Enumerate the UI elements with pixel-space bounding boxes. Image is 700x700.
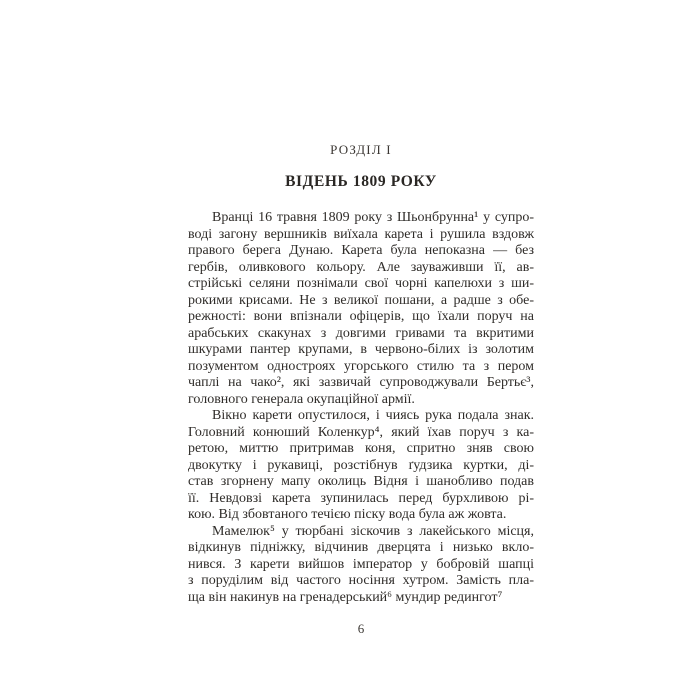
text-line: двокутку і рукавиці, розстібнув ґудзика куртки, ді- <box>188 457 534 473</box>
page-title: ВІДЕНЬ 1809 РОКУ <box>285 173 437 190</box>
text-line: відкинув підніжку, відчинив дверцята і низько вкло- <box>188 540 534 555</box>
text-line: з поруділим від частого носіння хутром. Замість пла- <box>188 573 534 588</box>
text-line: її. Невдовзі карета зупинилась перед бурхливою рі- <box>188 490 534 506</box>
text-line: Мамелюк⁵ у тюрбані зіскочив з лакейського місця, <box>212 523 534 539</box>
text-line: Вранці 16 травня 1809 року з Шьонбрунна¹ у супро- <box>212 210 534 225</box>
text-line: позументом одностроях угорського стилю та з пером <box>188 358 534 374</box>
chapter-heading: РОЗДІЛ І <box>330 142 392 157</box>
text-line: чаплі на чако², які зазвичай супроводжували Бертьє³, <box>188 375 534 390</box>
text-line: шкурами пантер крупами, в червоно-білих із золотим <box>188 342 534 357</box>
text-line: ща він накинув на гренадерський⁶ мундир редингот⁷ <box>188 589 503 605</box>
text-line: нився. З карети вийшов імператор у бобровій шапці <box>188 556 534 572</box>
text-line: воді загону вершників виїхала карета і рушила вздовж <box>188 226 534 242</box>
text-line: рокими крисами. Не з великої пошани, а радше з обе- <box>188 292 534 308</box>
text-line: правого берега Дунаю. Карета була непоказна — без <box>188 243 534 258</box>
text-line: головного генерала окупаційної армії. <box>188 391 415 407</box>
text-line: Головний конюший Коленкур⁴, який їхав поруч з ка- <box>188 424 534 440</box>
page-number: 6 <box>357 621 365 636</box>
text-line: став згорнену мапу околиць Відня і шанобливо подав <box>188 474 534 489</box>
text-line: Вікно карети опустилося, і чиясь рука подала знак. <box>212 408 534 423</box>
text-line: кою. Від збовтаного течією піску вода була аж жовта. <box>188 507 507 522</box>
body-text <box>188 210 534 606</box>
text-line: режності: вони впізнали офіцерів, що їхали поруч на <box>188 309 534 324</box>
text-line: арабських скакунах з довгими гривами та вкритими <box>188 325 534 341</box>
text-line: ретою, миттю притримав коня, спритно зняв свою <box>188 441 534 456</box>
text-line: стрійські селяни познімали свої чорні капелюхи з ши- <box>188 276 534 291</box>
text-line: гербів, оливкового кольору. Але зауваживши її, ав- <box>188 259 534 275</box>
